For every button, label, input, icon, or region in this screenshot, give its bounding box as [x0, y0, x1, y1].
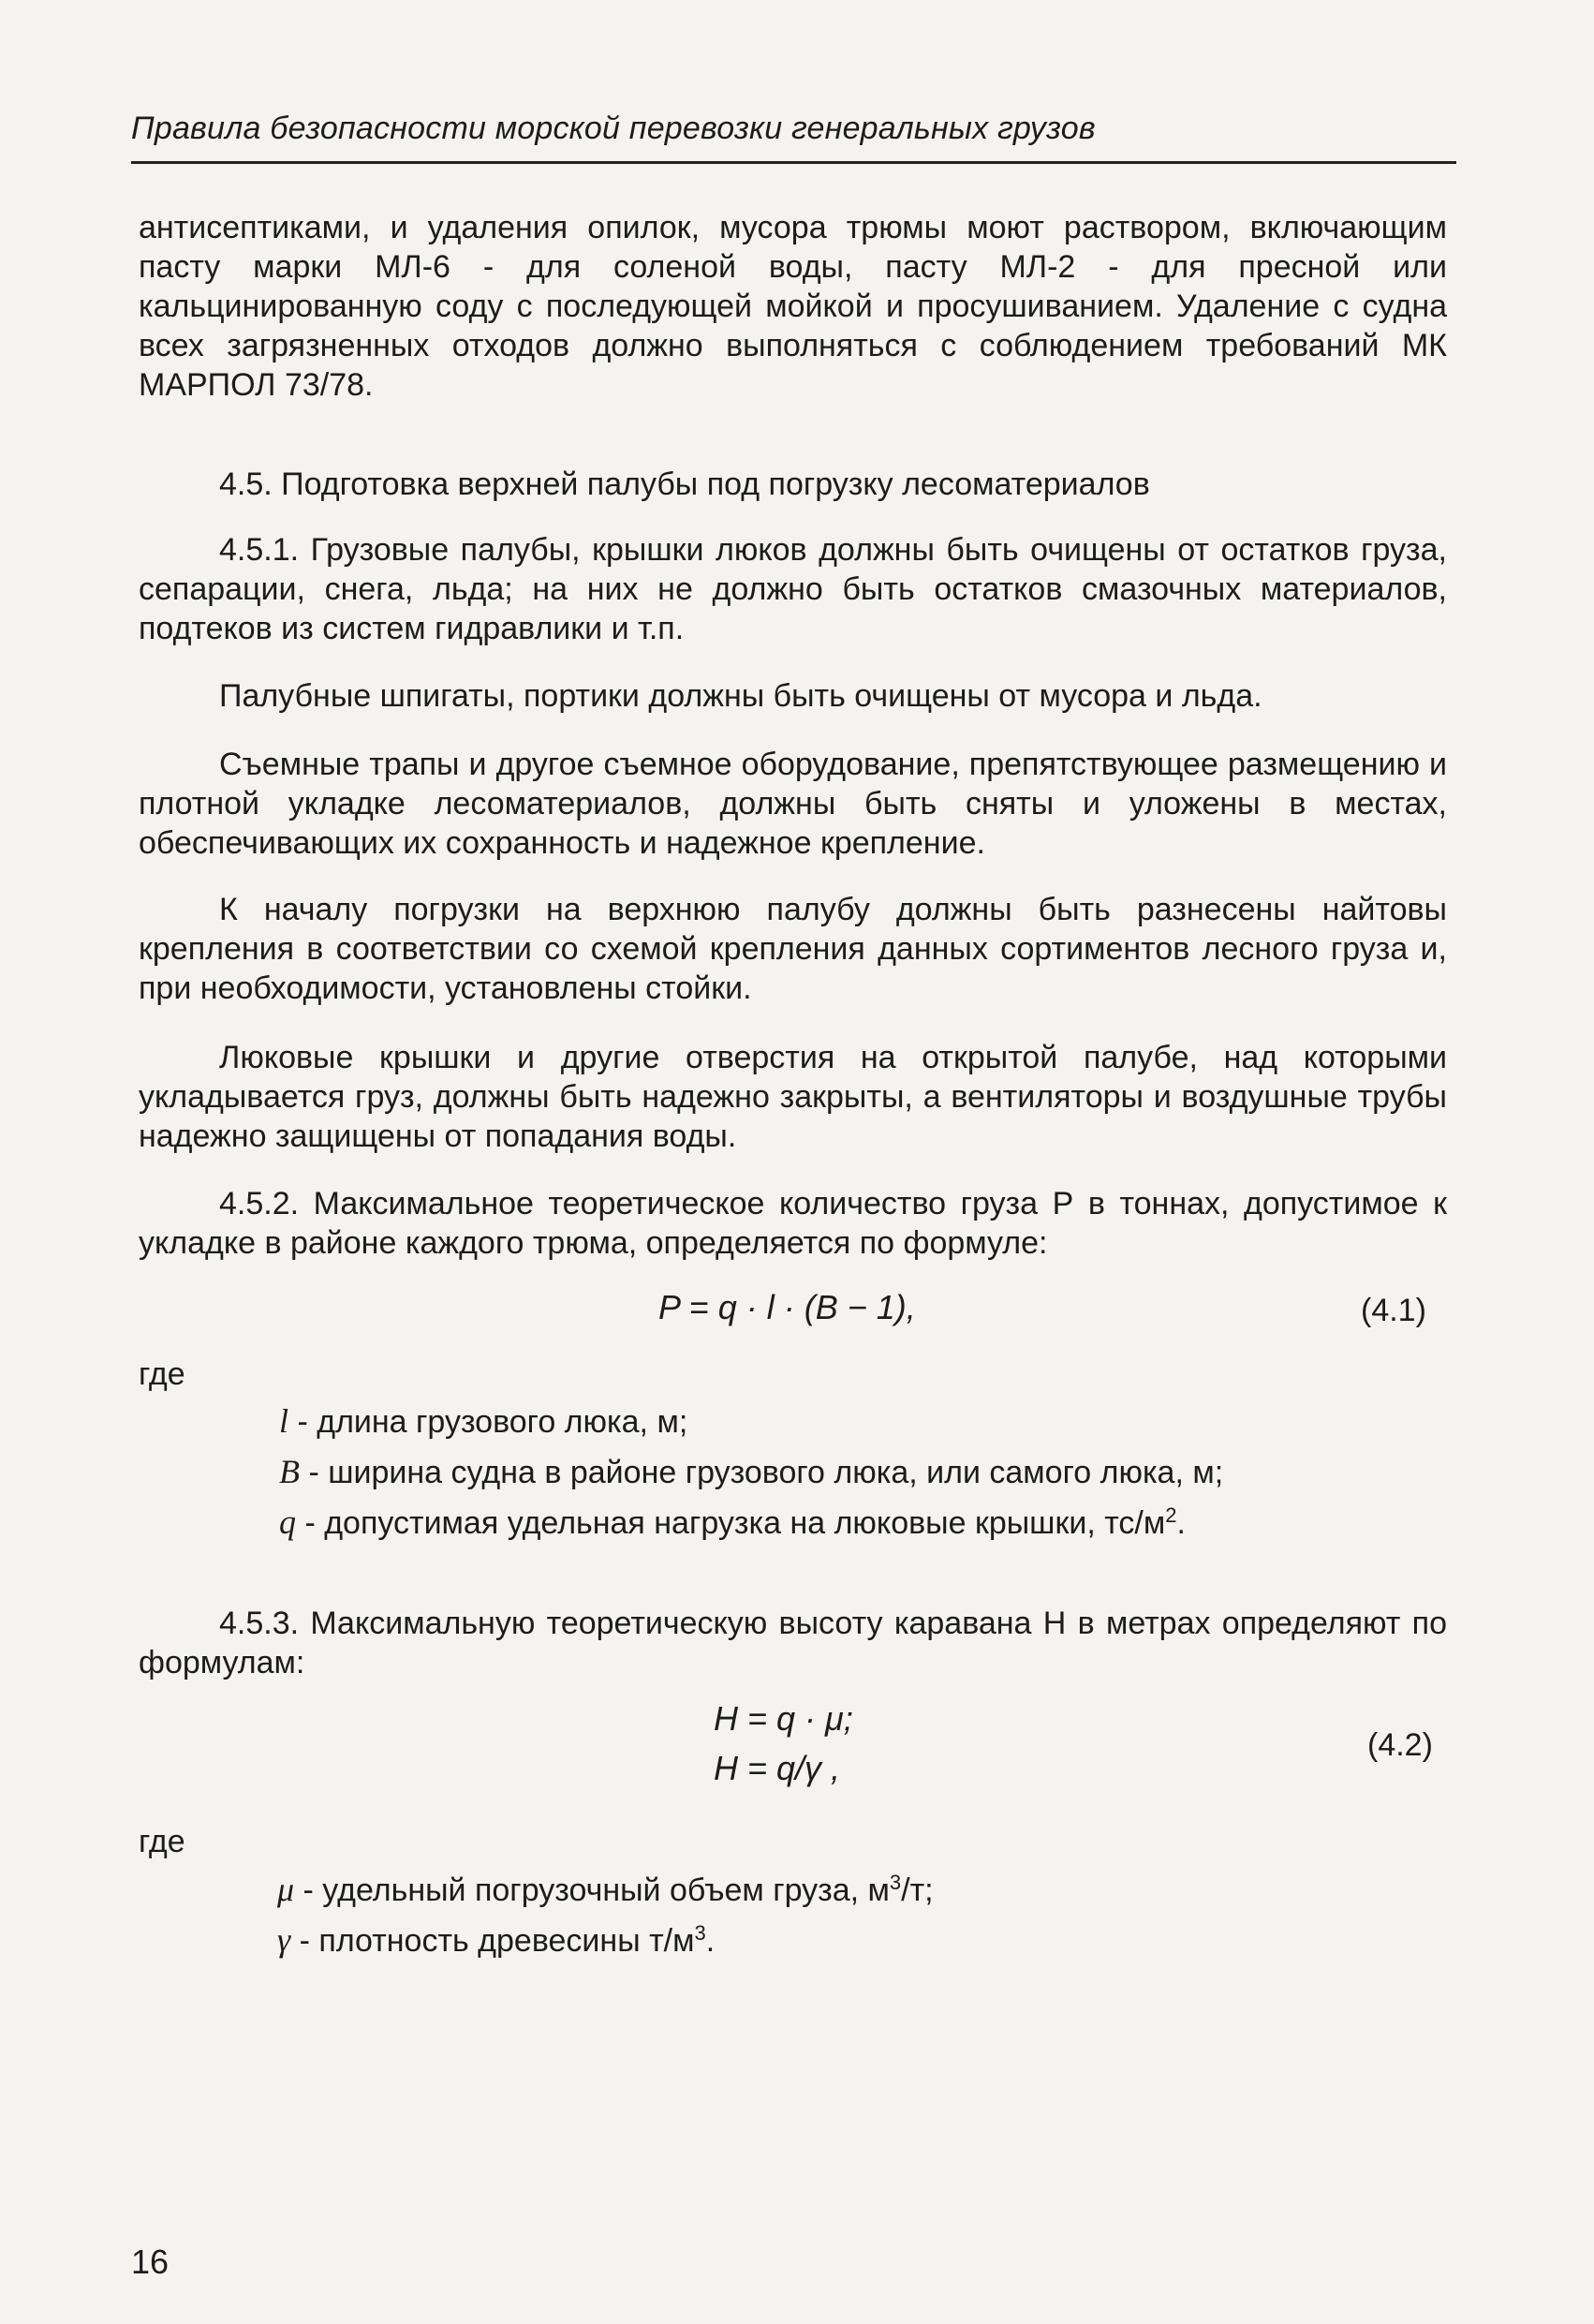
paragraph-lashings: К началу погрузки на верхнюю палубу должны быть разнесены найтовы крепления в соответствии со схемой крепления данных сортиментов лесного груза и, при необходимости, установлены стойки. — [139, 892, 1447, 1006]
paragraph-4-5-2: 4.5.2. Максимальное теоретическое количество груза Р в тоннах, допустимое к укладке в районе каждого трюма, определяется по формуле: — [139, 1186, 1447, 1261]
where-label-1: где — [139, 1356, 185, 1392]
definition-text: - допустимая удельная нагрузка на люковые крышки, тс/м — [296, 1505, 1166, 1541]
equation-number-4-2: (4.2) — [1367, 1727, 1433, 1763]
definition-text: - удельный погрузочный объем груза, м — [294, 1873, 890, 1908]
definition-text: - ширина судна в районе грузового люка, или самого люка, м; — [300, 1455, 1224, 1490]
paragraph-4-5-1: 4.5.1. Грузовые палубы, крышки люков должны быть очищены от остатков груза, сепарации, снега, льда; на них не должно быть остатков смазочных материалов, подтеков из систем гидравлики и т.п. — [139, 532, 1447, 646]
definition-q — [279, 1502, 1186, 1543]
paragraph-removable-ladders: Съемные трапы и другое съемное оборудование, препятствующее размещению и плотной укладке лесоматериалов, должны быть сняты и уложены в местах, обеспечивающих их сохранность и надежное крепление. — [139, 747, 1447, 861]
symbol-gamma: γ — [277, 1921, 291, 1959]
superscript: 3 — [889, 1871, 902, 1894]
header-rule — [131, 161, 1456, 164]
superscript: 2 — [1165, 1503, 1177, 1527]
superscript: 3 — [694, 1921, 706, 1945]
definition-b — [279, 1452, 1223, 1492]
definition-gamma — [277, 1920, 715, 1961]
definition-text: - плотность древесины т/м — [290, 1923, 695, 1959]
definition-suffix: /т; — [901, 1873, 934, 1908]
formula-4-1: P = q · l · (B − 1), — [658, 1288, 916, 1326]
running-header: Правила безопасности морской перевозки генеральных грузов — [131, 111, 1096, 146]
section-heading-4-5: 4.5. Подготовка верхней палубы под погрузку лесоматериалов — [219, 466, 1150, 502]
definition-suffix: . — [705, 1923, 716, 1959]
where-label-2: где — [139, 1824, 185, 1859]
symbol-q: q — [279, 1503, 296, 1541]
symbol-b: B — [279, 1453, 300, 1490]
formula-4-2-line-2: H = q/γ , — [714, 1749, 841, 1787]
definition-mu — [277, 1870, 934, 1910]
paragraph-hatch-covers: Люковые крышки и другие отверстия на открытой палубе, над которыми укладывается груз, должны быть надежно закрыты, а вентиляторы и воздушные трубы надежно защищены от попадания воды. — [139, 1040, 1447, 1154]
symbol-mu: μ — [277, 1871, 295, 1908]
equation-number-4-1: (4.1) — [1361, 1293, 1426, 1328]
definition-suffix: . — [1176, 1505, 1186, 1541]
paragraph-antiseptics: антисептиками, и удаления опилок, мусора трюмы моют раствором, включающим пасту марки МЛ-6 - для соленой воды, пасту МЛ-2 - для пресной или кальцинированную соду с последующей мойкой и просушиванием. Удаление с судна всех загрязненных отходов должно выполняться с соблюдением требований МК МАРПОЛ 73/78. — [139, 210, 1447, 403]
page-number: 16 — [131, 2243, 170, 2281]
paragraph-scuppers: Палубные шпигаты, портики должны быть очищены от мусора и льда. — [219, 678, 1262, 714]
paragraph-4-5-3: 4.5.3. Максимальную теоретическую высоту каравана Н в метрах определяют по формулам: — [139, 1606, 1447, 1680]
symbol-l: l — [279, 1402, 289, 1440]
definition-l — [279, 1401, 687, 1442]
formula-4-2-line-1: H = q · μ; — [714, 1699, 853, 1738]
definition-text: - длина грузового люка, м; — [288, 1404, 688, 1440]
